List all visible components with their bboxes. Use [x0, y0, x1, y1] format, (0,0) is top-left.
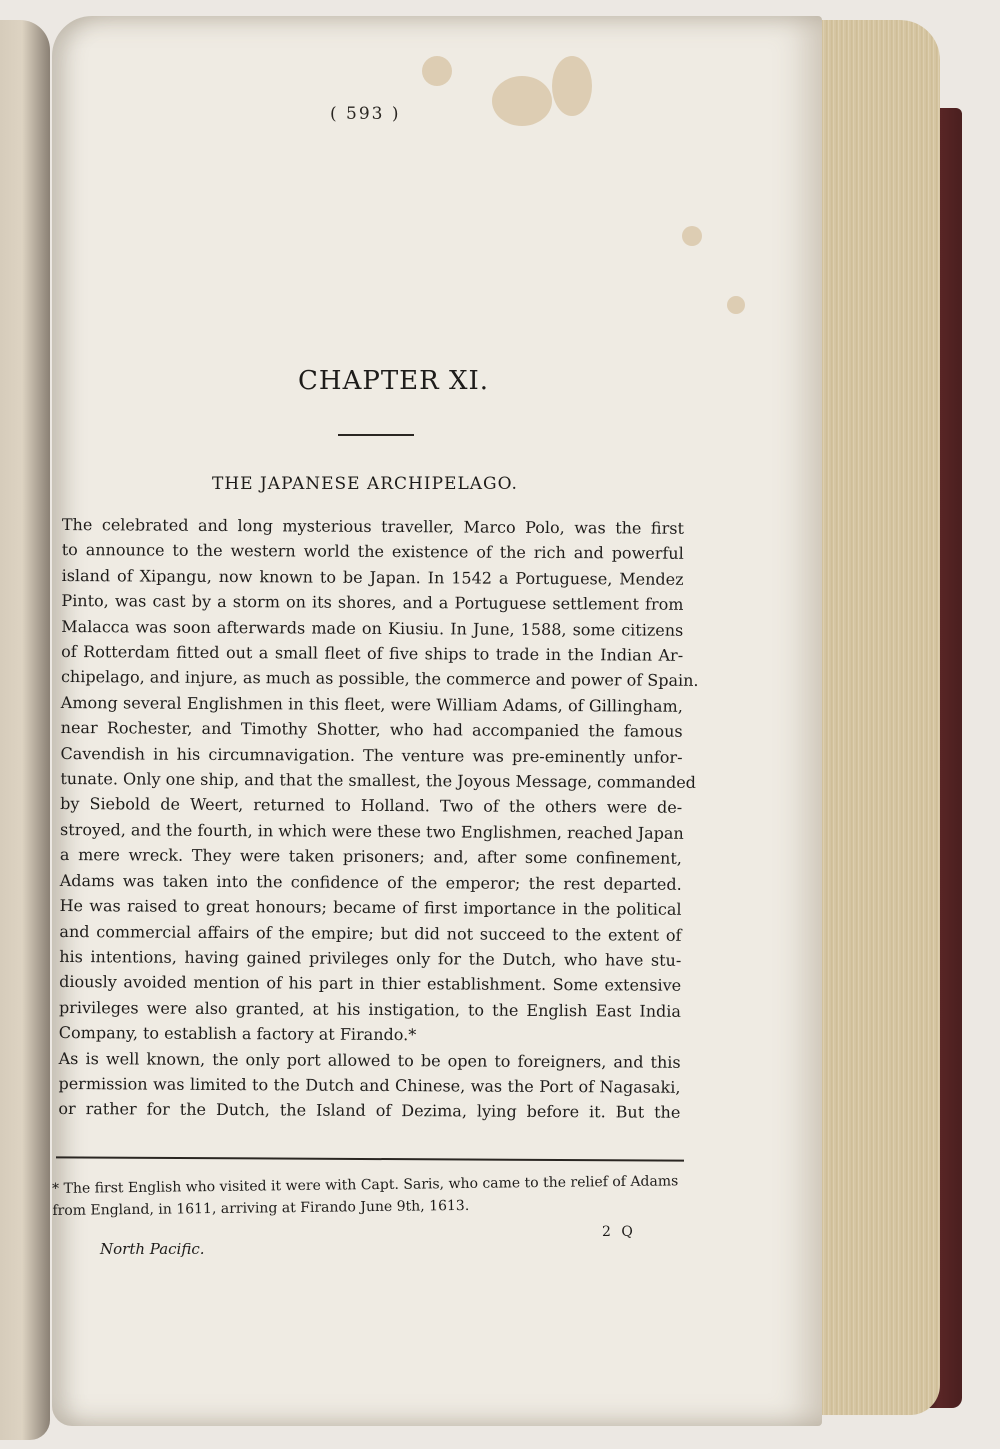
text-line: Among several Englishmen in this fleet, were William Adams, of Gillingham, [60, 692, 683, 716]
text-line: his intentions, having gained privileges only for the Dutch, who have stu- [59, 946, 682, 970]
text-line: tunate. Only one ship, and that the smallest, the Joyous Message, commanded [60, 769, 696, 792]
signature-number: 2 Q [602, 1224, 636, 1240]
text-line: diously avoided mention of his part in thier establishment. Some extensive [59, 972, 682, 996]
text-line: and commercial affairs of the empire; but did not succeed to the extent of [59, 921, 682, 945]
page-edges [810, 20, 940, 1415]
text-line: stroyed, and the fourth, in which were these two Englishmen, reached Japan [60, 819, 684, 843]
text-line: by Siebold de Weert, returned to Holland. Two of the others were de- [60, 794, 683, 818]
text-line: to announce to the western world the existence of the rich and powerful [61, 540, 684, 564]
text-line: or rather for the Dutch, the Island of Dezima, lying before it. But the [58, 1099, 681, 1123]
foxing-stain [422, 56, 452, 86]
text-line: privileges were also granted, at his instigation, to the English East India [58, 997, 682, 1021]
text-line: As is well known, the only port allowed to be open to foreigners, and this [58, 1048, 681, 1072]
text-line: Adams was taken into the confidence of the emperor; the rest departed. [59, 870, 682, 894]
text-line: chipelago, and injure, as much as possible, the commerce and power of Spain. [60, 667, 699, 691]
foxing-stain [492, 76, 552, 126]
body-text [58, 512, 699, 1126]
text-line: Cavendish in his circumnavigation. The venture was pre-eminently unfor- [60, 743, 683, 767]
page-number: ( 593 ) [330, 104, 401, 124]
section-title: THE JAPANESE ARCHIPELAGO. [212, 474, 518, 494]
signature-mark: North Pacific. [100, 1240, 205, 1258]
text-line: The celebrated and long mysterious traveller, Marco Polo, was the first [61, 514, 684, 538]
text-line: Pinto, was cast by a storm on its shores, and a Portuguese settlement from [61, 591, 684, 615]
text-line: He was raised to great honours; became of first importance in the political [59, 896, 682, 919]
footnote [52, 1170, 692, 1222]
text-line: island of Xipangu, now known to be Japan. In 1542 a Portuguese, Mendez [61, 565, 684, 589]
text-line: permission was limited to the Dutch and Chinese, was the Port of Nagasaki, [58, 1073, 681, 1097]
text-line: near Rochester, and Timothy Shotter, who had accompanied the famous [60, 718, 683, 742]
left-page-edge [0, 20, 50, 1440]
foxing-stain [682, 226, 702, 246]
foxing-stain [552, 56, 592, 116]
text-line: Malacca was soon afterwards made on Kiusiu. In June, 1588, some citizens [61, 616, 684, 640]
text-line: Company, to establish a factory at Firando.* [58, 1023, 417, 1045]
chapter-title: CHAPTER XI. [298, 366, 490, 396]
foxing-stain [727, 296, 745, 314]
title-divider [338, 434, 414, 436]
footnote-line: from England, in 1611, arriving at Firando June 9th, 1613. [52, 1197, 470, 1219]
footnote-line: * The first English who visited it were with Capt. Saris, who came to the relief of Adams [52, 1173, 679, 1197]
text-line: a mere wreck. They were taken prisoners; and, after some confinement, [59, 845, 682, 869]
text-line: of Rotterdam fitted out a small fleet of five ships to trade in the Indian Ar- [61, 642, 684, 665]
